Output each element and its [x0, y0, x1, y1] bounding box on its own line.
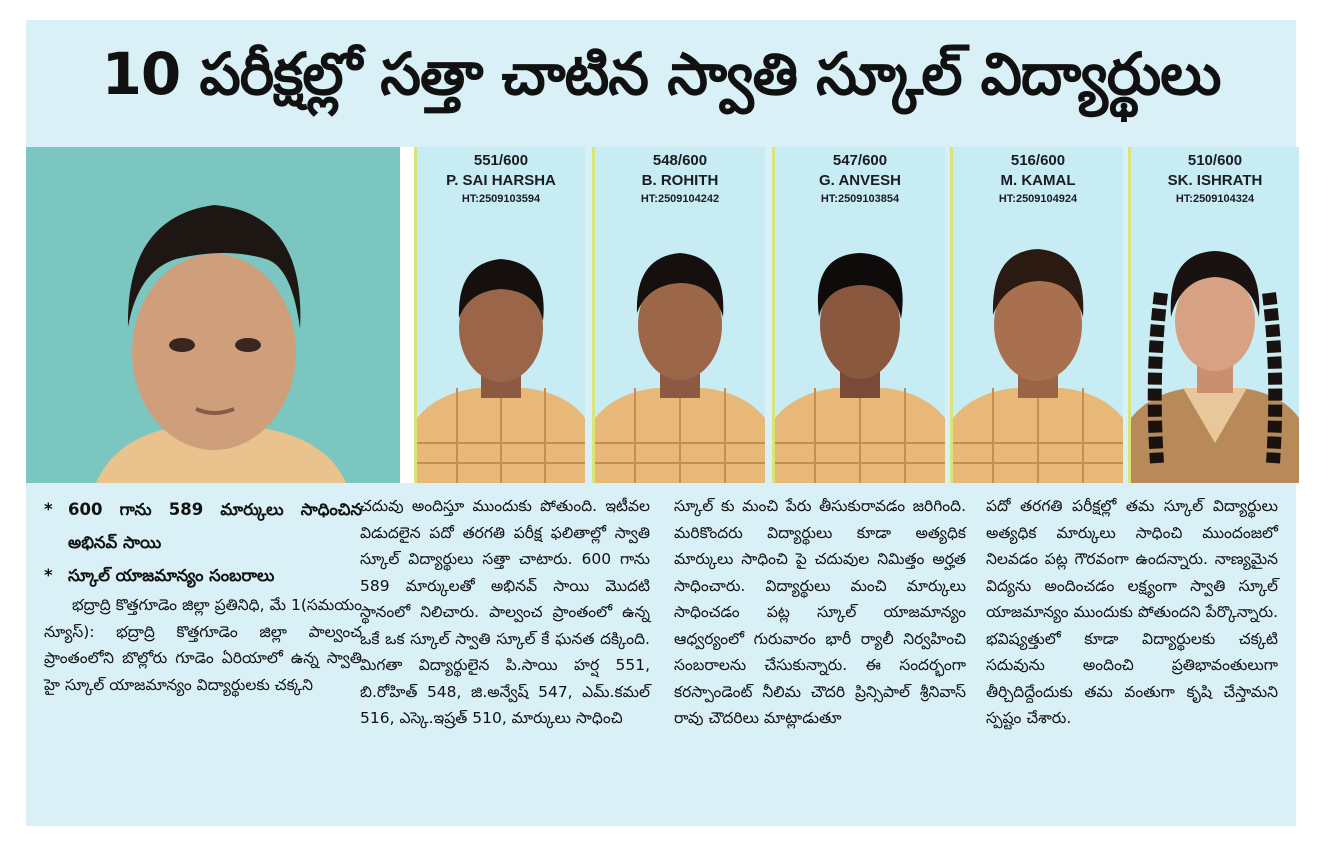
article-paragraph: పదో తరగతి పరీక్షల్లో తమ స్కూల్ విద్యార్థులు అత్యధిక మార్కులు సాధించి ముందంజలో నిలవడం పట్ల గౌరవంగా ఉందన్నారు. నాణ్యమైన విద్యను అందించడం లక్ష్యంగా స్వాతి స్కూల్ యాజమాన్యం ముందుకు పోతుందని పేర్కొన్నారు. భవిష్యత్తులో కూడా విద్యార్థులకు చక్కటి సదువును అందించి ప్రతిభావంతులుగా తీర్చిదిద్దేందుకు తమ వంతుగా కృషి చేస్తామని స్పష్టం చేశారు. [986, 497, 1278, 727]
student-name: G. ANVESH [819, 172, 901, 189]
student-portrait-icon [417, 213, 585, 483]
article-paragraph: స్కూల్ కు మంచి పేరు తీసుకురావడం జరిగింది. మరికొందరు విద్యార్థులు కూడా అత్యధిక మార్కులు సాధించి పై చదువుల నిమిత్తం అర్హత సాధించారు. విద్యార్థులు మంచి మార్కులు సాధించడం పట్ల స్కూల్ యాజమాన్యం ఆధ్వర్యంలో గురువారం భారీ ర్యాలీ నిర్వహించి సంబరాలను చేసుకున్నారు. ఈ సందర్భంగా కరస్పాండెంట్ నీలిమ చౌదరి ప్రిన్సిపాల్ శ్రీనివాస్ రావు చౌదరిలు మాట్లాడుతూ [674, 497, 966, 727]
highlight-text: స్కూల్ యాజమాన్యం సంబరాలు [68, 566, 275, 585]
bullet-star-icon: * [44, 566, 53, 585]
portrait-icon [26, 147, 400, 483]
student-marks: 551/600 [473, 152, 529, 169]
headline: 10 పరీక్షల్లో సత్తా చాటిన స్వాతి స్కూల్ విద్యార్థులు [101, 39, 1221, 108]
student-hall-ticket: HT:2509104242 [640, 193, 720, 205]
student-name: P. SAI HARSHA [446, 172, 556, 189]
student-marks: 547/600 [832, 152, 888, 169]
student-hall-ticket: HT:2509104324 [1175, 193, 1255, 205]
student-tile [1128, 147, 1299, 483]
student-hall-ticket: HT:2509103854 [820, 193, 900, 205]
student-name: B. ROHITH [641, 172, 719, 189]
article-column-2 [360, 493, 650, 732]
student-name: M. KAMAL [1000, 172, 1076, 189]
photo-divider [400, 147, 414, 483]
student-portrait-icon [595, 213, 765, 483]
main-student-photo [26, 147, 400, 483]
article-body [26, 483, 1296, 826]
student-tile [950, 147, 1123, 483]
student-marks: 510/600 [1187, 152, 1243, 169]
news-clipping [26, 20, 1296, 826]
article-column-1 [44, 493, 362, 698]
student-tile [592, 147, 765, 483]
student-tile [772, 147, 945, 483]
student-marks: 548/600 [652, 152, 708, 169]
student-name: SK. ISHRATH [1167, 172, 1263, 189]
bullet-star-icon: * [44, 500, 53, 519]
highlight-item [44, 493, 362, 559]
student-hall-ticket: HT:2509103594 [461, 193, 541, 205]
highlight-item [44, 559, 362, 592]
article-paragraph: భద్రాద్రి కొత్తగూడెం జిల్లా ప్రతినిధి, మే 1(సమయం న్యూస్): భద్రాద్రి కొత్తగూడెం జిల్లా పాల్వంచ ప్రాంతంలోని బొల్లోరు గూడెం ఏరియాలో ఉన్న స్వాతి హై స్కూల్ యాజమాన్యం విద్యార్థులకు చక్కని [44, 596, 362, 694]
student-tile [414, 147, 585, 483]
article-column-4 [986, 493, 1278, 732]
article-paragraph: చదువు అందిస్తూ ముందుకు పోతుంది. ఇటీవల విడుదలైన పదో తరగతి పరీక్ష ఫలితాల్లో స్వాతి స్కూల్ విద్యార్థులు సత్తా చాటారు. 600 గాను 589 మార్కులతో అభినవ్ సాయి మొదటి స్థానంలో నిలిచారు. పాల్వంచ ప్రాంతంలో ఉన్న ఒకే ఒక స్కూల్ స్వాతి స్కూల్ కే ఘనత దక్కింది. మిగతా విద్యార్థులైన పి.సాయి హర్ష 551, బి.రోహిత్ 548, జి.అన్వేష్ 547, ఎమ్.కమల్ 516, ఎస్కె.ఇష్రత్ 510, మార్కులు సాధించి [360, 497, 650, 727]
student-portrait-icon [775, 213, 945, 483]
student-portrait-icon [953, 213, 1123, 483]
article-column-3 [674, 493, 966, 732]
student-portrait-icon [1131, 213, 1299, 483]
student-hall-ticket: HT:2509104924 [998, 193, 1078, 205]
highlight-text: 600 గాను 589 మార్కులు సాధించిన అభినవ్ సాయి [68, 500, 362, 552]
photo-strip [26, 147, 1296, 483]
student-marks: 516/600 [1010, 152, 1066, 169]
